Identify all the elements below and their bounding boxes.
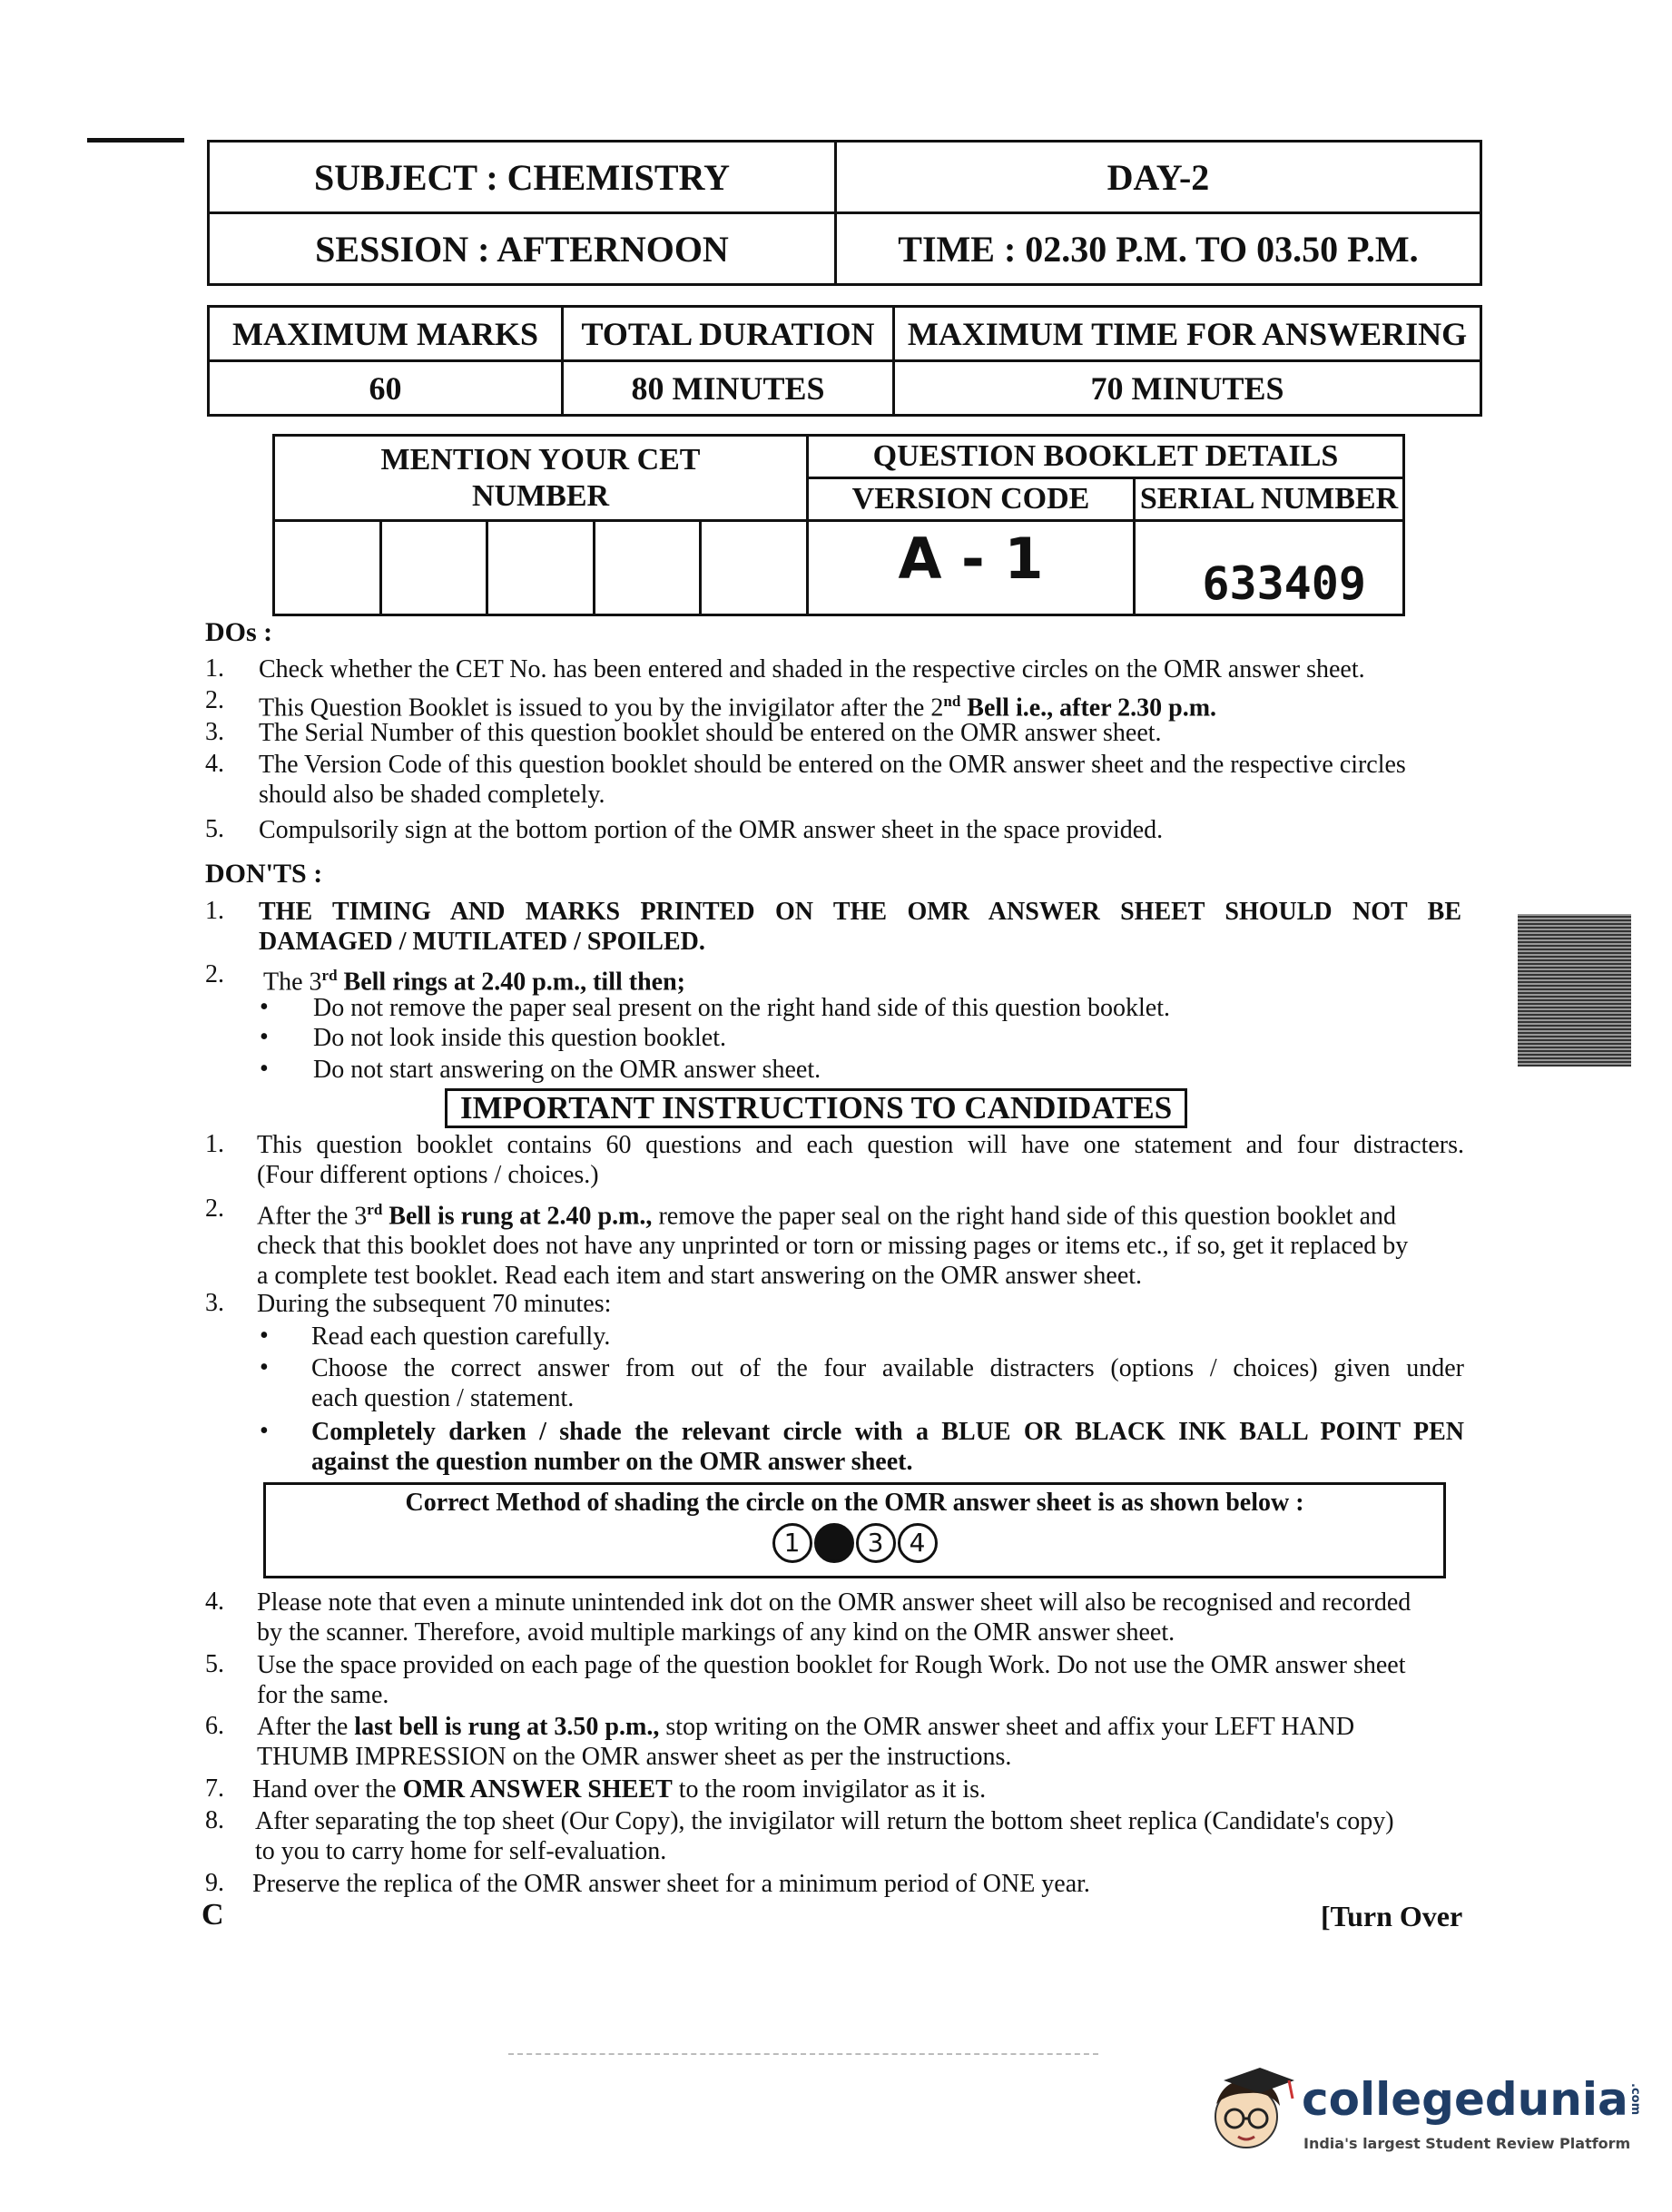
booklet-code: C bbox=[202, 1898, 224, 1932]
dos-heading: DOs : bbox=[205, 617, 273, 647]
booklet-details-label: QUESTION BOOKLET DETAILS bbox=[808, 436, 1404, 478]
bullet: • bbox=[260, 1055, 269, 1083]
brand-logo: collegedunia.com bbox=[1302, 2073, 1642, 2126]
version-code-label: VERSION CODE bbox=[808, 478, 1135, 521]
list-number: 2. bbox=[205, 686, 224, 714]
subject-cell: SUBJECT : CHEMISTRY bbox=[209, 142, 836, 213]
paper-seal bbox=[1518, 914, 1631, 1067]
cet-digit-box[interactable] bbox=[274, 521, 381, 615]
day-cell: DAY-2 bbox=[836, 142, 1481, 213]
list-number: 1. bbox=[205, 654, 224, 683]
donts-item-1: THE TIMING AND MARKS PRINTED ON THE OMR ANSWER SHEET SHOULD NOT BE DAMAGED / MUTILATED / SPOILED. bbox=[259, 898, 1461, 956]
instruction-9: Preserve the replica of the OMR answer sheet for a minimum period of ONE year. bbox=[252, 1870, 1090, 1898]
instructions-heading: IMPORTANT INSTRUCTIONS TO CANDIDATES bbox=[445, 1088, 1187, 1128]
bullet: • bbox=[260, 1023, 269, 1051]
instruction-7: Hand over the OMR ANSWER SHEET to the room invigilator as it is. bbox=[252, 1775, 987, 1804]
bullet: • bbox=[260, 993, 269, 1021]
option-circle-2-filled bbox=[814, 1523, 854, 1563]
bullet: • bbox=[260, 1322, 269, 1350]
dos-item-1: Check whether the CET No. has been entered and shaded in the respective circles on the OMR answer sheet. bbox=[259, 655, 1365, 683]
version-code-value: A - 1 bbox=[808, 521, 1135, 615]
cet-digit-box[interactable] bbox=[701, 521, 808, 615]
mascot-icon bbox=[1205, 2060, 1296, 2160]
shading-example-circles bbox=[266, 1523, 1443, 1563]
bullet: • bbox=[260, 1417, 269, 1445]
list-number: 4. bbox=[205, 750, 224, 778]
list-number: 5. bbox=[205, 1650, 224, 1678]
cet-digit-box[interactable] bbox=[594, 521, 701, 615]
instruction-3-bullet-2: Choose the correct answer from out of the four available distracters (options / choices) given under each question / statement. bbox=[311, 1354, 1464, 1412]
marks-table bbox=[207, 305, 1482, 417]
subject-table bbox=[207, 140, 1482, 286]
instruction-1: This question booklet contains 60 questions and each question will have one statement and four distracters. (Four different options / choices.) bbox=[257, 1131, 1464, 1189]
instruction-8: After separating the top sheet (Our Copy), the invigilator will return the bottom sheet replica (Candidate's copy) to you to carry home for self-evaluation. bbox=[255, 1807, 1394, 1865]
max-marks-value: 60 bbox=[209, 361, 563, 416]
instruction-4: Please note that even a minute unintended ink dot on the OMR answer sheet will also be recognised and recorded by the scanner. Therefore, avoid multiple markings of any kind on the OMR answer sheet. bbox=[257, 1588, 1411, 1647]
turn-over-label: [Turn Over bbox=[1321, 1900, 1463, 1932]
list-number: 8. bbox=[205, 1806, 224, 1834]
dos-item-2: This Question Booklet is issued to you by the invigilator after the 2nd Bell i.e., after 2.30 p.m. bbox=[259, 693, 1217, 723]
donts-heading: DON'TS : bbox=[205, 859, 323, 889]
top-rule bbox=[87, 138, 184, 143]
instruction-2: After the 3rd Bell is rung at 2.40 p.m., remove the paper seal on the right hand side of this question booklet and check that this booklet does not have any unprinted or torn or missing pages or items etc., if so, get it replaced by a complete test booklet. Read each item and start answering on the OMR answer sheet. bbox=[257, 1201, 1409, 1291]
total-duration-value: 80 MINUTES bbox=[563, 361, 894, 416]
list-number: 2. bbox=[205, 1194, 224, 1223]
time-cell: TIME : 02.30 P.M. TO 03.50 P.M. bbox=[836, 213, 1481, 285]
max-marks-label: MAXIMUM MARKS bbox=[209, 307, 563, 361]
list-number: 3. bbox=[205, 718, 224, 746]
scan-artifact bbox=[508, 2053, 1098, 2055]
cet-digit-box[interactable] bbox=[487, 521, 595, 615]
session-cell: SESSION : AFTERNOON bbox=[209, 213, 836, 285]
shading-example-box bbox=[263, 1482, 1446, 1578]
option-circle-1: 1 bbox=[772, 1523, 812, 1563]
list-number: 1. bbox=[205, 1130, 224, 1158]
serial-number-value: 633409 bbox=[1135, 521, 1404, 615]
serial-number-label: SERIAL NUMBER bbox=[1135, 478, 1404, 521]
total-duration-label: TOTAL DURATION bbox=[563, 307, 894, 361]
instruction-3-bullet-3: Completely darken / shade the relevant circle with a BLUE OR BLACK INK BALL POINT PEN against the question number on the OMR answer sheet. bbox=[311, 1418, 1464, 1476]
booklet-table bbox=[272, 434, 1405, 616]
dos-item-4: The Version Code of this question booklet should be entered on the OMR answer sheet and the respective circles should also be shaded completely. bbox=[259, 751, 1406, 809]
brand-tagline: India's largest Student Review Platform bbox=[1303, 2135, 1631, 2152]
answer-time-label: MAXIMUM TIME FOR ANSWERING bbox=[894, 307, 1481, 361]
instruction-5: Use the space provided on each page of the question booklet for Rough Work. Do not use the OMR answer sheet for the same. bbox=[257, 1651, 1406, 1709]
option-circle-3: 3 bbox=[856, 1523, 896, 1563]
list-number: 6. bbox=[205, 1712, 224, 1740]
list-number: 7. bbox=[205, 1775, 224, 1803]
list-number: 2. bbox=[205, 960, 224, 988]
bullet: • bbox=[260, 1353, 269, 1381]
donts-bullet-1: Do not remove the paper seal present on the right hand side of this question booklet. bbox=[313, 994, 1171, 1022]
answer-time-value: 70 MINUTES bbox=[894, 361, 1481, 416]
instruction-6: After the last bell is rung at 3.50 p.m., stop writing on the OMR answer sheet and affix your LEFT HAND THUMB IMPRESSION on the OMR answer sheet as per the instructions. bbox=[257, 1713, 1355, 1771]
list-number: 4. bbox=[205, 1588, 224, 1616]
instruction-3: During the subsequent 70 minutes: bbox=[257, 1290, 612, 1318]
donts-item-2: The 3rd Bell rings at 2.40 p.m., till then; bbox=[263, 967, 685, 997]
list-number: 5. bbox=[205, 815, 224, 843]
cet-number-label: MENTION YOUR CET NUMBER bbox=[274, 436, 808, 521]
dos-item-5: Compulsorily sign at the bottom portion of the OMR answer sheet in the space provided. bbox=[259, 816, 1164, 844]
shading-example-title: Correct Method of shading the circle on the OMR answer sheet is as shown below : bbox=[405, 1489, 1304, 1517]
donts-bullet-2: Do not look inside this question booklet. bbox=[313, 1024, 726, 1052]
cet-digit-box[interactable] bbox=[380, 521, 487, 615]
donts-bullet-3: Do not start answering on the OMR answer sheet. bbox=[313, 1056, 821, 1084]
list-number: 1. bbox=[205, 897, 224, 925]
dos-item-3: The Serial Number of this question booklet should be entered on the OMR answer sheet. bbox=[259, 719, 1162, 747]
option-circle-4: 4 bbox=[898, 1523, 938, 1563]
instruction-3-bullet-1: Read each question carefully. bbox=[311, 1322, 611, 1351]
list-number: 3. bbox=[205, 1289, 224, 1317]
list-number: 9. bbox=[205, 1869, 224, 1897]
